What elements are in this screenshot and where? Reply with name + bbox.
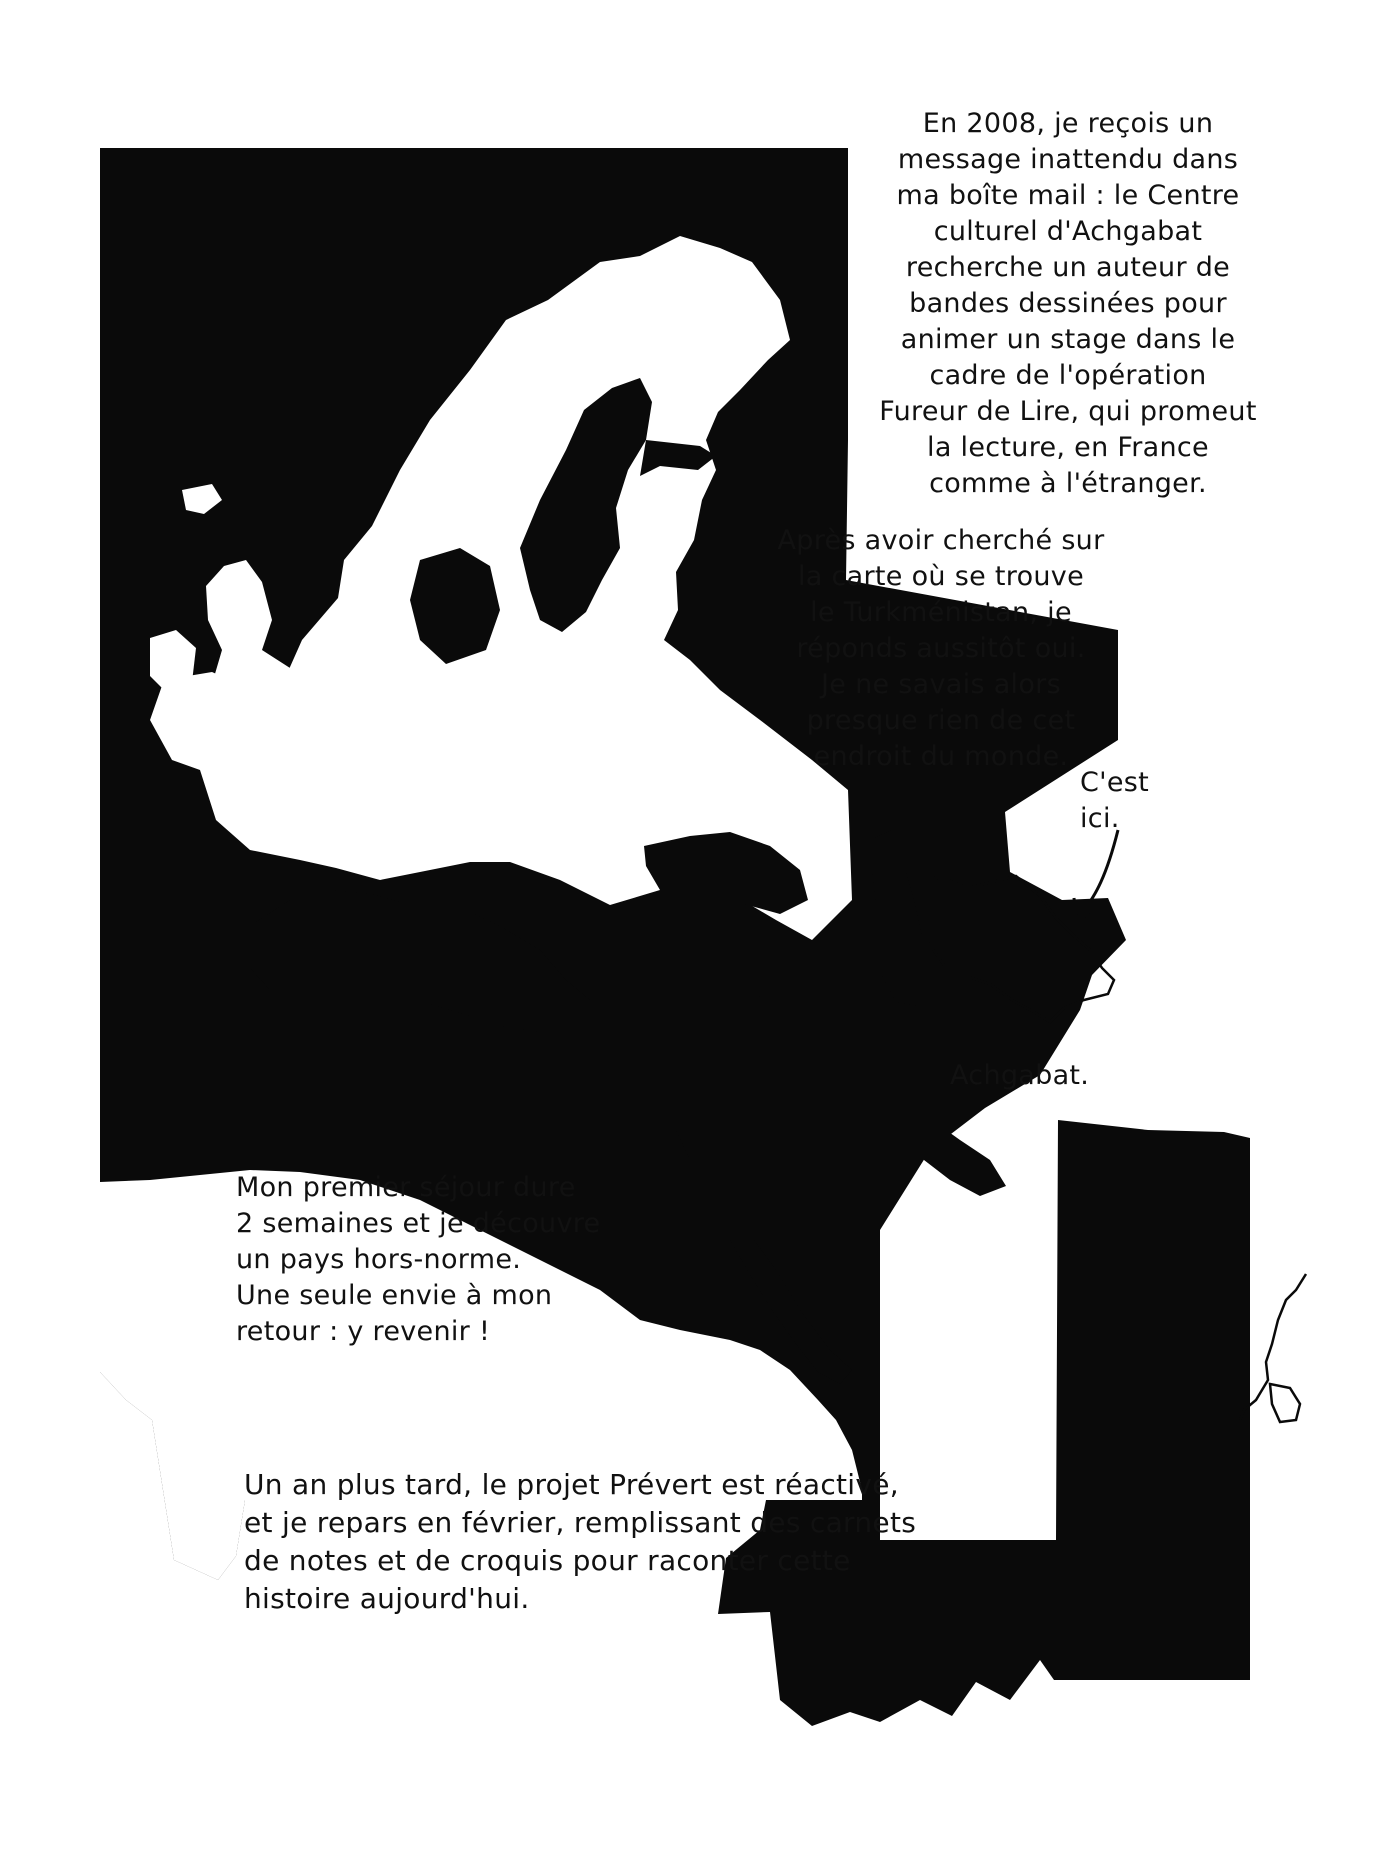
here-label: C'est ici. — [1080, 767, 1150, 834]
search-caption: Après avoir cherché sur la carte où se trouve le Turkménistan, je réponds aussitôt oui. Je ne savais alors presque rien de cet endroit du monde. — [777, 525, 1105, 772]
one-year-later-caption: Un an plus tard, le projet Prévert est réactivé, et je repars en février, remplissant des carnets de notes et de croquis pour raconter cette histoire aujourd'hui. — [244, 1468, 917, 1615]
city-label: Achgabat. — [950, 1060, 1090, 1091]
intro-caption: En 2008, je reçois un message inattendu dans ma boîte mail : le Centre culturel d'Achgabat recherche un auteur de bandes dessinées pour animer un stage dans le cadre de l'opération Fureur de Lire, qui promeut la lecture, en France comme à l'étranger. — [879, 108, 1257, 499]
first-stay-caption: Mon premier séjour dure 2 semaines et je découvre un pays hors-norme. Une seule envie à mon retour : y revenir ! — [236, 1172, 601, 1347]
